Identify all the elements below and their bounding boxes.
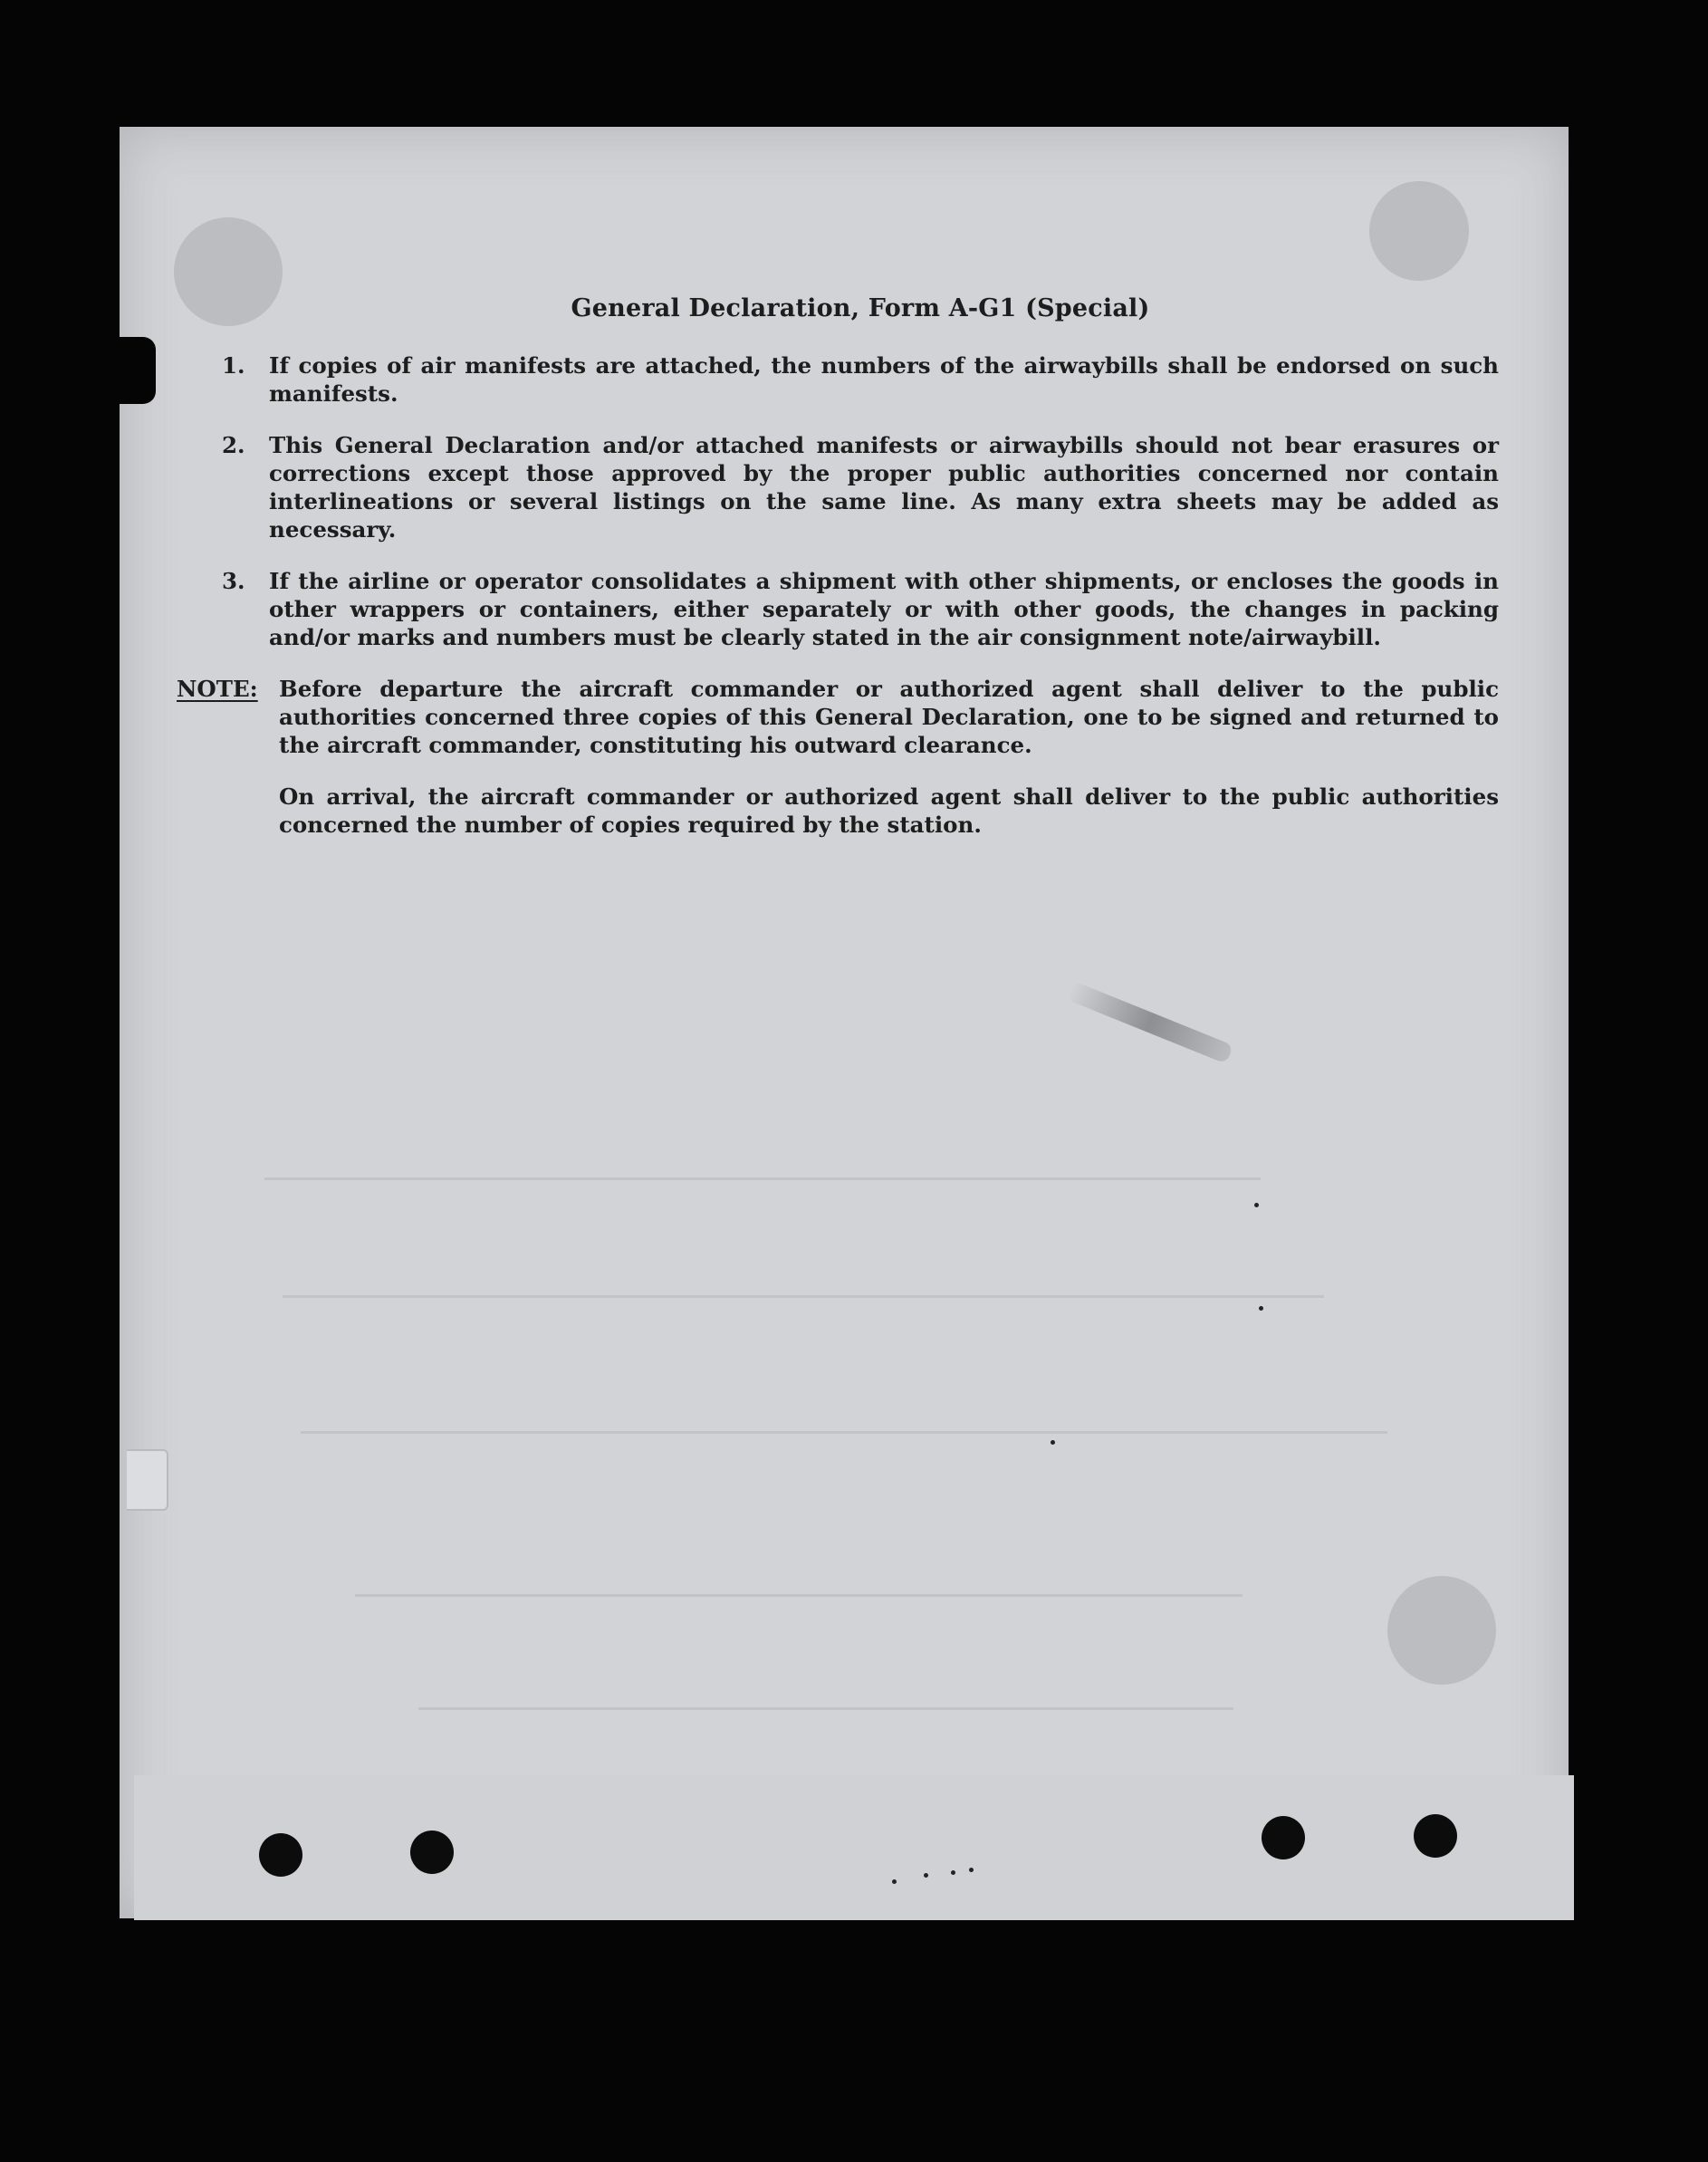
list-item: [222, 431, 1499, 543]
document-content: [177, 294, 1499, 862]
ink-speck: [1254, 1203, 1259, 1207]
bleed-through-line: [301, 1431, 1387, 1434]
ink-speck: [1051, 1440, 1055, 1445]
list-item: [222, 351, 1499, 408]
bleed-through-line: [355, 1594, 1243, 1597]
item-number: 1.: [222, 352, 245, 379]
bleed-through-mark: [1387, 1576, 1496, 1685]
list-item: [222, 567, 1499, 651]
punch-hole: [410, 1830, 454, 1874]
bleed-through-mark: [1369, 181, 1469, 281]
document-page-lower: [134, 1775, 1574, 1920]
item-text: This General Declaration and/or attached manifests or airwaybills should not bear erasures or corrections except those approved by the proper public authorities concerned nor contain interlineations or several listings on the same line. As many extra sheets may be added as necessary.: [269, 432, 1499, 543]
bleed-through-line: [418, 1707, 1233, 1710]
ink-speck: [924, 1873, 928, 1878]
ink-speck: [951, 1870, 955, 1875]
punch-hole: [1414, 1814, 1457, 1858]
note-block: [177, 675, 1499, 839]
ink-speck: [1259, 1306, 1263, 1311]
page-edge-tab: [127, 1449, 168, 1511]
item-number: 3.: [222, 568, 245, 594]
punch-hole: [1262, 1816, 1305, 1859]
document-title: General Declaration, Form A-G1 (Special): [571, 294, 1150, 322]
bleed-through-line: [283, 1295, 1324, 1298]
item-number: 2.: [222, 432, 245, 458]
item-text: If copies of air manifests are attached, the numbers of the airwaybills shall be endorsed on such manifests.: [269, 352, 1499, 407]
ink-speck: [969, 1868, 974, 1872]
page-edge-notch: [112, 337, 156, 404]
ink-speck: [892, 1879, 897, 1884]
bleed-through-line: [264, 1177, 1261, 1180]
note-paragraph: Before departure the aircraft commander or authorized agent shall deliver to the public authorities concerned three copies of this General Declaration, one to be signed and returned to the aircraft commander, constituting his outward clearance.: [279, 676, 1499, 758]
item-text: If the airline or operator consolidates a shipment with other shipments, or encloses the goods in other wrappers or containers, either separately or with other goods, the changes in packing and/or marks and numbers must be clearly stated in the air consignment note/airwaybill.: [269, 568, 1499, 650]
punch-hole: [259, 1833, 302, 1877]
note-label: NOTE:: [177, 676, 258, 702]
note-paragraph: On arrival, the aircraft commander or authorized agent shall deliver to the public authorities concerned the number of copies required by the station.: [279, 783, 1499, 838]
